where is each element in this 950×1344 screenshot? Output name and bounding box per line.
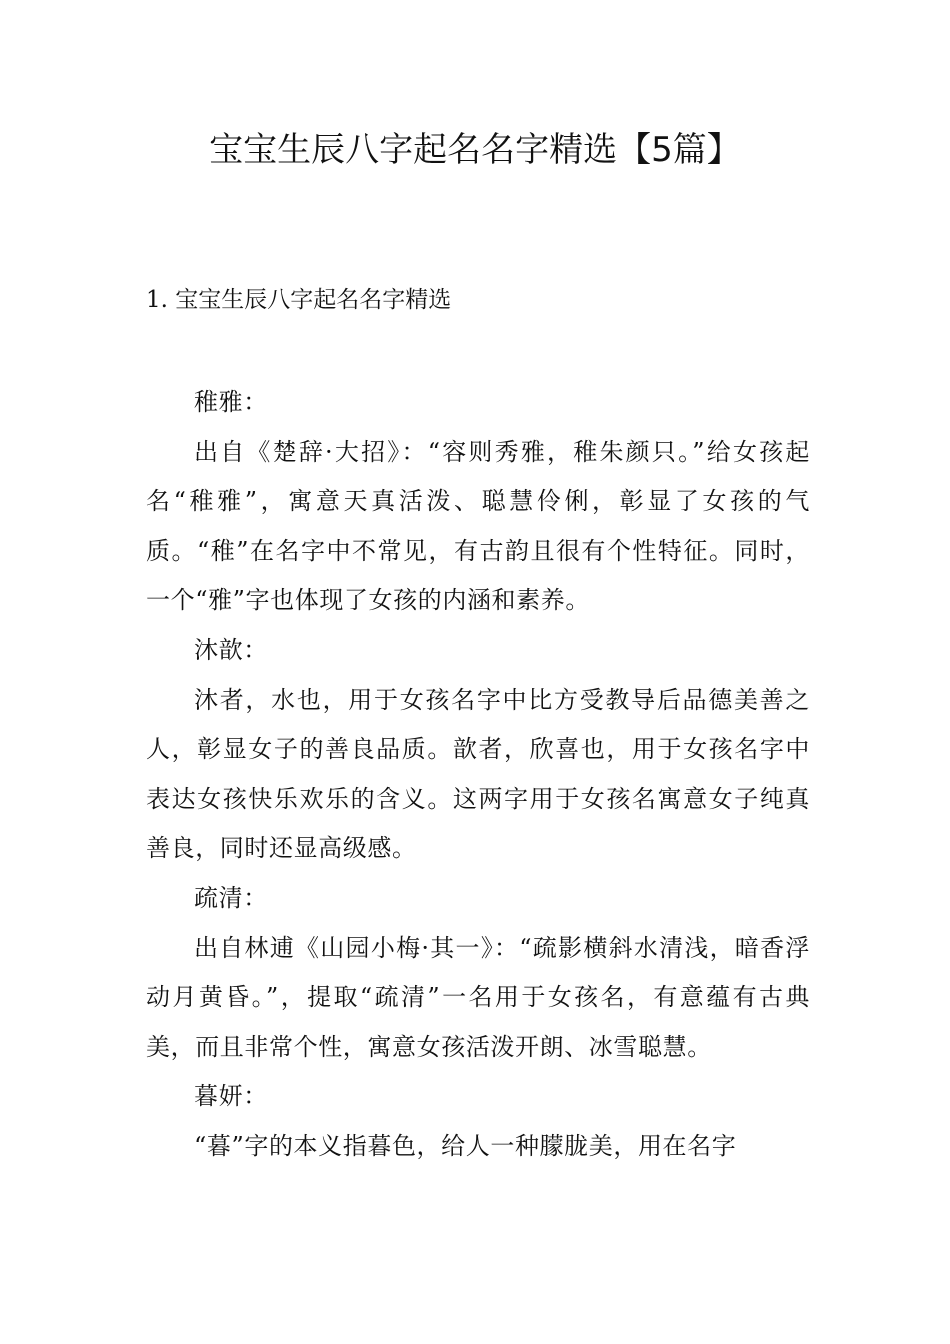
entry-description: 出自林逋《山园小梅·其一》：“疏影横斜水清浅，暗香浮动月黄昏。”，提取“疏清”一名用于女孩名，有意蕴有古典美，而且非常个性，寓意女孩活泼开朗、冰雪聪慧。 [146,933,810,1061]
entry-name: 沐歆： [194,635,268,664]
section-heading: 1. 宝宝生辰八字起名名字精选 [146,287,452,313]
entry-name: 稚雅： [194,388,268,416]
entry-description: 沐者，水也，用于女孩名字中比方受教导后品德美善之人，彰显女子的善良品质。歆者，欣喜也，用于女孩名字中表达女孩快乐欢乐的含义。这两字用于女孩名寓意女子纯真善良，同时还显高级感。 [146,685,810,863]
entry-description: “暮”字的本义指暮色，给人一种朦胧美，用在名字 [194,1131,737,1160]
entry-name: 疏清： [194,883,268,912]
entry-name: 暮妍： [194,1082,268,1111]
entry-description: 出自《楚辞·大招》：“容则秀雅，稚朱颜只。”给女孩起名“稚雅”，寓意天真活泼、聪慧伶俐，彰显了女孩的气质。“稚”在名字中不常见，有古韵且很有个性特征。同时，一个“雅”字也体现了女孩的内涵和素养。 [146,437,810,615]
document-body [146,378,810,1172]
document-title: 宝宝生辰八字起名名字精选【5篇】 [209,130,741,170]
